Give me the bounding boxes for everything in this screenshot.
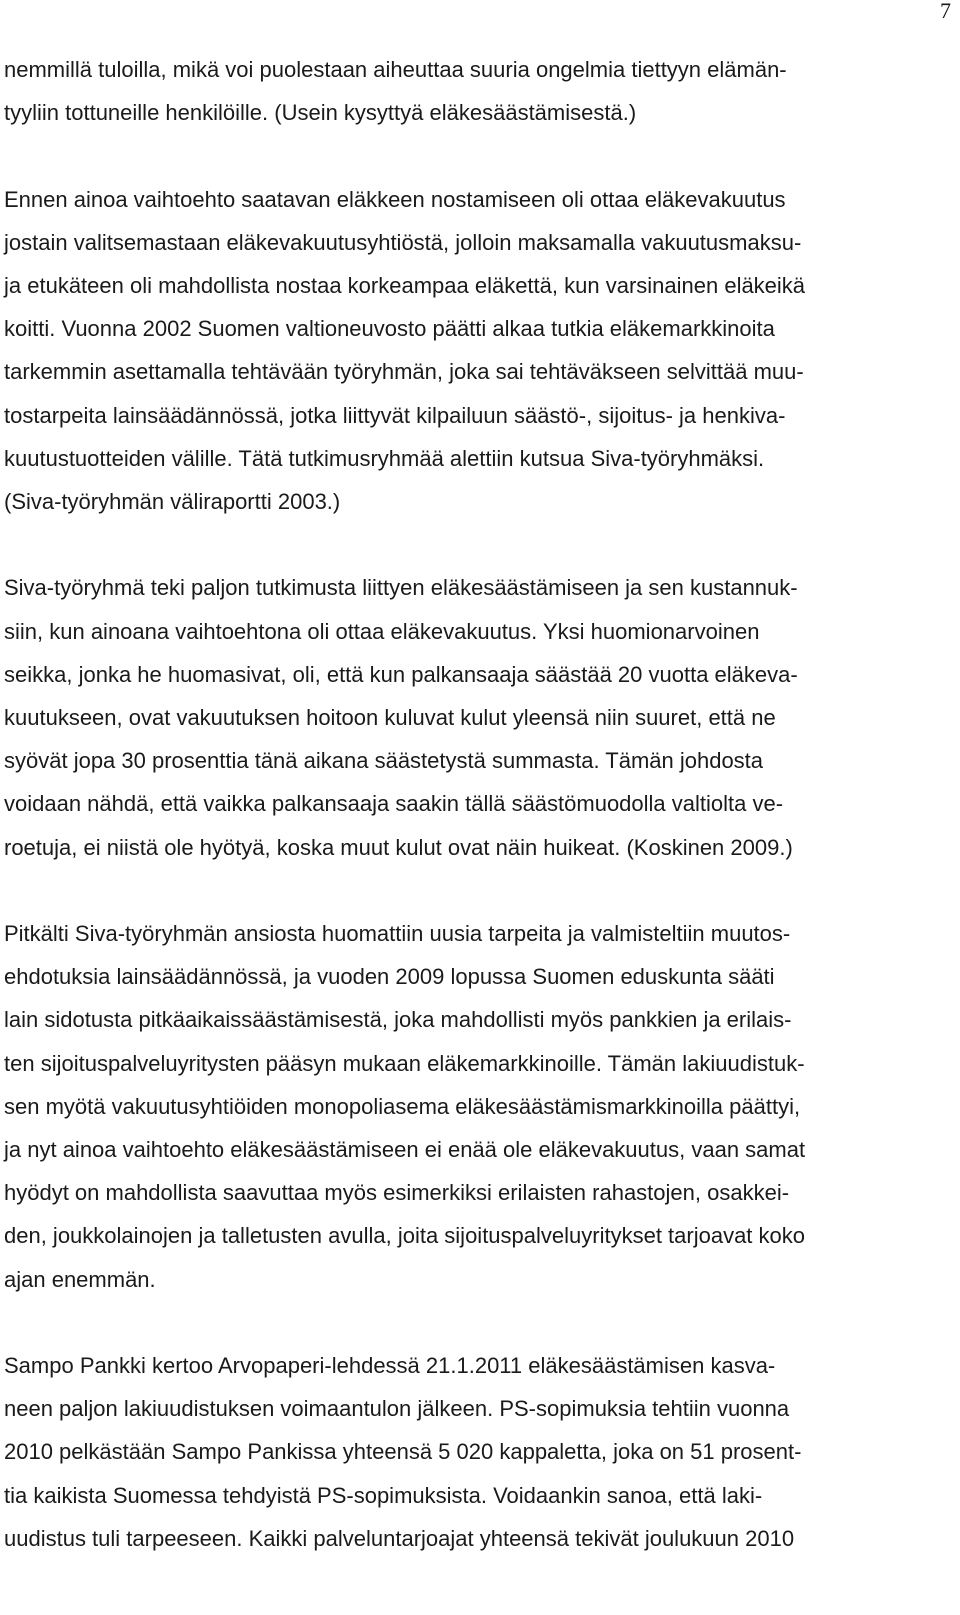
document-body bbox=[4, 48, 944, 1603]
text-line: sen myötä vakuutusyhtiöiden monopoliasema eläkesäästämismarkkinoilla päättyi, bbox=[4, 1093, 801, 1119]
text-line: 2010 pelkästään Sampo Pankissa yhteensä 5 020 kappaletta, joka on 51 prosent- bbox=[4, 1439, 802, 1465]
text-line: tarkemmin asettamalla tehtävään työryhmän, joka sai tehtäväkseen selvittää muu- bbox=[4, 359, 804, 385]
text-line: ja nyt ainoa vaihtoehto eläkesäästämiseen ei enää ole eläkevakuutus, vaan samat bbox=[4, 1137, 806, 1163]
paragraph-siva-research bbox=[4, 566, 944, 868]
text-line: koitti. Vuonna 2002 Suomen valtioneuvosto päätti alkaa tutkia eläkemarkkinoita bbox=[4, 316, 775, 342]
text-line: kuutukseen, ovat vakuutuksen hoitoon kuluvat kulut yleensä niin suuret, että ne bbox=[4, 705, 776, 731]
text-line: lain sidotusta pitkäaikaissäästämisestä, joka mahdollisti myös pankkien ja erilais- bbox=[4, 1007, 792, 1033]
text-line: voidaan nähdä, että vaikka palkansaaja saakin tällä säästömuodolla valtiolta ve- bbox=[4, 791, 784, 817]
paragraph-pension-insurance bbox=[4, 178, 944, 524]
text-line: jostain valitsemastaan eläkevakuutusyhtiöstä, jolloin maksamalla vakuutusmaksu- bbox=[4, 229, 802, 255]
text-line: kuutustuotteiden välille. Tätä tutkimusryhmää alettiin kutsua Siva-työryhmäksi. bbox=[4, 445, 765, 471]
text-line: ehdotuksia lainsäädännössä, ja vuoden 2009 lopussa Suomen eduskunta sääti bbox=[4, 964, 775, 990]
text-line: tostarpeita lainsäädännössä, jotka liittyvät kilpailuun säästö-, sijoitus- ja henkiva- bbox=[4, 402, 786, 428]
text-line: neen paljon lakiuudistuksen voimaantulon jälkeen. PS-sopimuksia tehtiin vuonna bbox=[4, 1396, 790, 1422]
text-line: den, joukkolainojen ja talletusten avulla, joita sijoituspalveluyritykset tarjoavat koko bbox=[4, 1223, 806, 1249]
text-line: roetuja, ei niistä ole hyötyä, koska muut kulut ovat näin huikeat. (Koskinen 2009.) bbox=[4, 834, 793, 860]
page-number: 7 bbox=[940, 0, 951, 23]
text-line: ja etukäteen oli mahdollista nostaa korkeampaa eläkettä, kun varsinainen eläkeikä bbox=[4, 273, 806, 298]
text-line: Sampo Pankki kertoo Arvopaperi-lehdessä 21.1.2011 eläkesäästämisen kasva- bbox=[4, 1353, 776, 1379]
text-line: siin, kun ainoana vaihtoehtona oli ottaa eläkevakuutus. Yksi huomionarvoinen bbox=[4, 618, 760, 644]
text-line: Pitkälti Siva-työryhmän ansiosta huomattiin uusia tarpeita ja valmisteltiin muutos- bbox=[4, 921, 791, 947]
paragraph-intro-continuation bbox=[4, 48, 944, 134]
text-line: syövät jopa 30 prosenttia tänä aikana säästetystä summasta. Tämän johdosta bbox=[4, 748, 764, 774]
text-line: hyödyt on mahdollista saavuttaa myös esimerkiksi erilaisten rahastojen, osakkei- bbox=[4, 1180, 790, 1206]
text-line: nemmillä tuloilla, mikä voi puolestaan aiheuttaa suuria ongelmia tiettyyn elämän- bbox=[4, 57, 787, 82]
text-line: seikka, jonka he huomasivat, oli, että kun palkansaaja säästää 20 vuotta eläkeva- bbox=[4, 661, 798, 687]
text-line: ten sijoituspalveluyritysten pääsyn mukaan eläkemarkkinoille. Tämän lakiuudistuk- bbox=[4, 1050, 805, 1076]
text-line: ajan enemmän. bbox=[4, 1266, 156, 1292]
paragraph-law-reform bbox=[4, 912, 944, 1301]
text-line: (Siva-työryhmän väliraportti 2003.) bbox=[4, 489, 341, 515]
text-line: tyyliin tottuneille henkilöille. (Usein kysyttyä eläkesäästämisestä.) bbox=[4, 100, 637, 126]
text-line: uudistus tuli tarpeeseen. Kaikki palveluntarjoajat yhteensä tekivät joulukuun 2010 bbox=[4, 1525, 795, 1551]
text-line: Siva-työryhmä teki paljon tutkimusta liittyen eläkesäästämiseen ja sen kustannuk- bbox=[4, 575, 798, 601]
text-line: Ennen ainoa vaihtoehto saatavan eläkkeen nostamiseen oli ottaa eläkevakuutus bbox=[4, 186, 786, 212]
paragraph-sampo-bank bbox=[4, 1344, 944, 1560]
text-line: tia kaikista Suomessa tehdyistä PS-sopimuksista. Voidaankin sanoa, että laki- bbox=[4, 1482, 763, 1508]
